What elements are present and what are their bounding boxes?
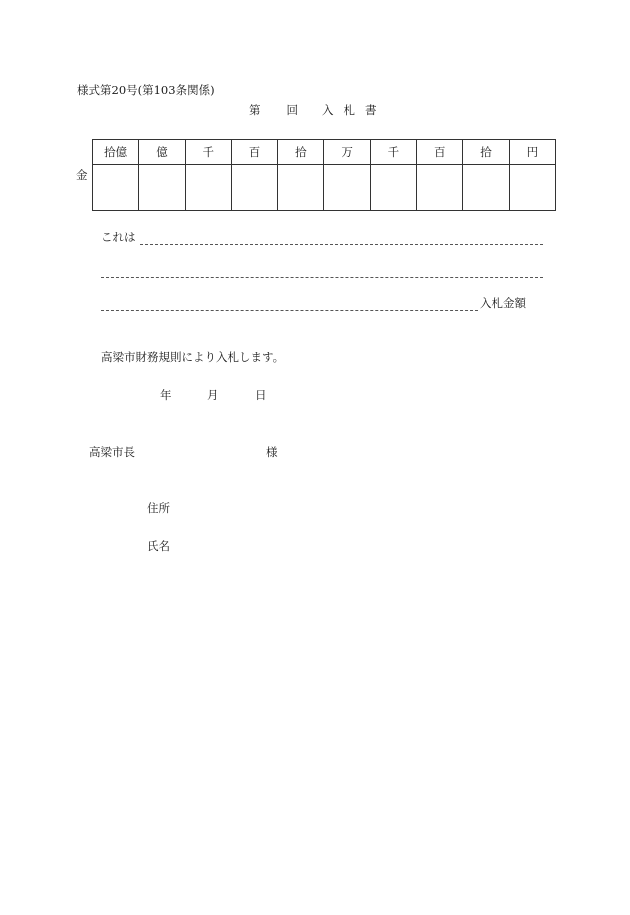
- digit-header-hyaku-man: 百: [231, 140, 277, 165]
- bid-statement: 高梁市財務規則により入札します。: [101, 350, 285, 364]
- addressee-name: 高梁市長: [89, 445, 135, 459]
- title-satsu: 札: [343, 103, 355, 117]
- digit-header-man: 万: [324, 140, 370, 165]
- digit-header-ju-man: 拾: [278, 140, 324, 165]
- bidder-name-label: 氏名: [147, 539, 170, 553]
- document-title: [249, 105, 377, 117]
- digit-header-ju-oku: 拾億: [93, 140, 139, 165]
- amount-cell[interactable]: [93, 165, 139, 211]
- description-line-3[interactable]: [101, 310, 478, 311]
- title-nyu: 入: [322, 103, 334, 117]
- amount-cell[interactable]: [417, 165, 463, 211]
- digit-header-oku: 億: [139, 140, 185, 165]
- amount-cell[interactable]: [509, 165, 555, 211]
- date-year-label: 年: [160, 388, 172, 402]
- date-month-label: 月: [207, 388, 219, 402]
- amount-table: [92, 139, 556, 211]
- digit-header-sen-man: 千: [185, 140, 231, 165]
- title-kai: 回: [286, 103, 298, 117]
- digit-header-hyaku: 百: [417, 140, 463, 165]
- amount-prefix: 金: [76, 168, 88, 182]
- kore-label: これは: [101, 230, 136, 244]
- bid-amount-label: 入札金額: [480, 296, 526, 310]
- amount-cell[interactable]: [463, 165, 509, 211]
- amount-header-row: [93, 140, 556, 165]
- title-dai: 第: [249, 103, 261, 117]
- description-line-1[interactable]: [140, 244, 543, 245]
- digit-header-en: 円: [509, 140, 555, 165]
- amount-cell[interactable]: [185, 165, 231, 211]
- form-number: 様式第20号(第103条関係): [77, 83, 215, 97]
- digit-header-ju: 拾: [463, 140, 509, 165]
- digit-header-sen: 千: [370, 140, 416, 165]
- amount-cell[interactable]: [139, 165, 185, 211]
- description-line-2[interactable]: [101, 277, 543, 278]
- amount-entry-row: [93, 165, 556, 211]
- bidder-address-label: 住所: [147, 501, 170, 515]
- title-sho: 書: [365, 103, 377, 117]
- amount-cell[interactable]: [231, 165, 277, 211]
- amount-cell[interactable]: [278, 165, 324, 211]
- addressee-honorific: 様: [266, 445, 278, 459]
- amount-cell[interactable]: [324, 165, 370, 211]
- date-day-label: 日: [255, 388, 267, 402]
- amount-cell[interactable]: [370, 165, 416, 211]
